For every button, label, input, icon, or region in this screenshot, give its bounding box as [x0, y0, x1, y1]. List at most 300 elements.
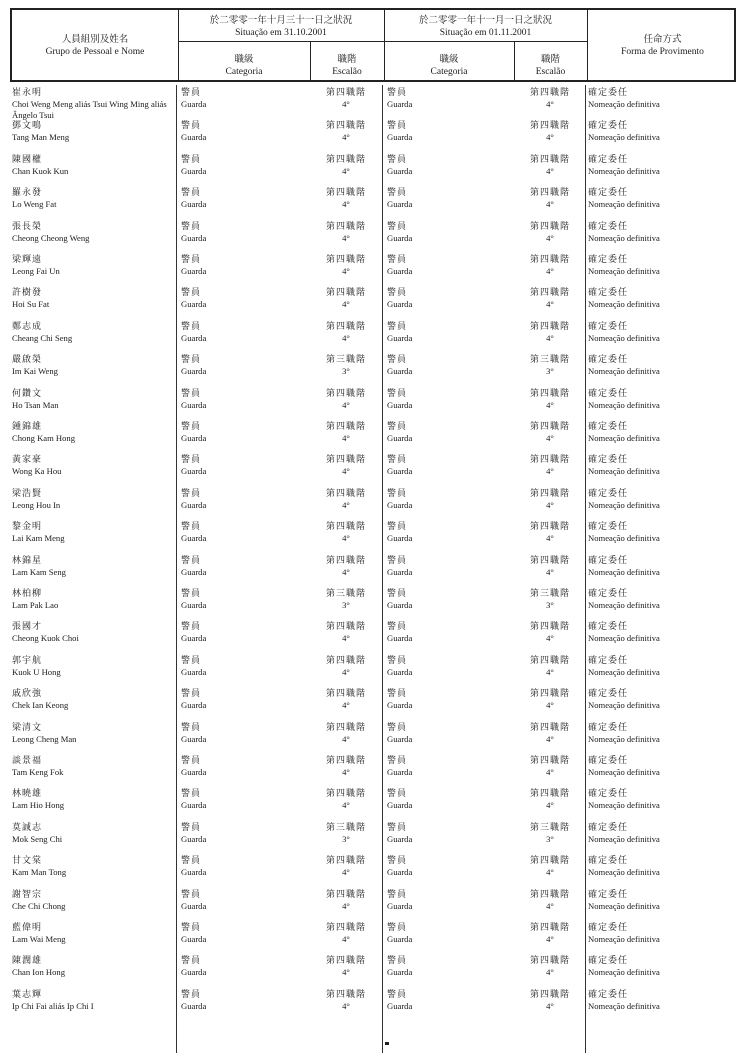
staff-name: [12, 956, 178, 978]
forma-pt: Nomeação definitiva: [588, 299, 660, 310]
name-zh: 鍾錦雄: [12, 422, 43, 432]
escalao-before: [310, 956, 382, 978]
table-row: [10, 188, 736, 221]
category-before: [181, 723, 301, 745]
category-pt: Guarda: [387, 733, 413, 744]
table-row: [10, 222, 736, 255]
escalao-value: 4°: [342, 433, 350, 443]
escalao-zh: 第四職階: [529, 188, 570, 199]
category-pt: Guarda: [387, 165, 413, 176]
forma-pt: Nomeação definitiva: [588, 566, 660, 577]
escalao-after: [515, 389, 585, 411]
category-before: [181, 956, 301, 978]
forma-provimento: [588, 455, 734, 477]
category-pt: Guarda: [181, 733, 207, 744]
escalao-value: 4°: [546, 633, 554, 644]
escalao-zh: 第四職階: [529, 221, 570, 232]
name-pt: Mok Seng Chi: [12, 833, 63, 844]
escalao-value: 4°: [546, 232, 554, 243]
table-row: [10, 556, 736, 589]
name-pt: Cheang Chi Seng: [12, 332, 73, 343]
forma-provimento: [588, 823, 734, 845]
category-before: [181, 288, 301, 310]
staff-name: [12, 522, 178, 544]
escalao-value: 3°: [546, 833, 554, 844]
category-after: [387, 823, 507, 845]
category-after: [387, 689, 507, 711]
escalao-zh: 第四職階: [529, 88, 570, 98]
category-before: [181, 389, 301, 411]
name-pt: Leong Cheng Man: [12, 733, 77, 744]
category-pt: Guarda: [387, 934, 413, 944]
escalao-value: 3°: [546, 600, 554, 610]
escalao-value: 4°: [342, 900, 350, 911]
escalao-zh: 第四職階: [325, 321, 366, 332]
escalao-before: [310, 389, 382, 411]
forma-zh: 確定委任: [588, 555, 629, 566]
staff-name: [12, 589, 178, 611]
category-zh: 警員: [387, 655, 408, 666]
escalao-after: [515, 956, 585, 978]
escalao-after: [515, 255, 585, 277]
forma-zh: 確定委任: [588, 856, 629, 867]
forma-pt: Nomeação definitiva: [588, 266, 660, 276]
escalao-zh: 第四職階: [325, 622, 366, 633]
name-zh: 鄧文鳴: [12, 121, 43, 132]
escalao-value: 4°: [546, 666, 554, 677]
forma-zh: 確定委任: [588, 154, 629, 165]
escalao-value: 4°: [342, 132, 350, 143]
escalao-zh: 第四職階: [325, 221, 366, 232]
name-zh: 莫誠志: [12, 822, 43, 833]
forma-zh: 確定委任: [588, 589, 629, 599]
forma-pt: Nomeação definitiva: [588, 499, 660, 510]
category-zh: 警員: [387, 589, 408, 599]
forma-pt: Nomeação definitiva: [588, 366, 660, 377]
escalao-zh: 第三職階: [325, 822, 366, 833]
name-zh: 黎金明: [12, 522, 43, 533]
escalao-before: [310, 622, 382, 644]
category-after: [387, 255, 507, 277]
escalao-zh: 第四職階: [325, 889, 366, 900]
category-before: [181, 422, 301, 444]
category-before: [181, 656, 301, 678]
escalao-zh: 第四職階: [529, 956, 570, 967]
escalao-zh: 第四職階: [325, 989, 366, 1000]
category-before: [181, 923, 301, 945]
name-zh: 梁輝遠: [12, 255, 43, 265]
escalao-zh: 第四職階: [529, 989, 570, 1000]
escalao-value: 4°: [546, 332, 554, 343]
forma-zh: 確定委任: [588, 522, 629, 533]
table-row: [10, 255, 736, 288]
header-after-zh: 於二零零一年十一月一日之狀況: [418, 15, 552, 26]
category-zh: 警員: [387, 722, 408, 733]
name-zh: 林錦星: [12, 555, 43, 566]
escalao-before: [310, 723, 382, 745]
header-cat-zh: 職級: [439, 54, 459, 65]
forma-zh: 確定委任: [588, 255, 629, 265]
category-before: [181, 589, 301, 611]
category-pt: Guarda: [181, 399, 207, 410]
category-after: [387, 355, 507, 377]
escalao-value: 4°: [546, 700, 554, 711]
escalao-after: [515, 990, 585, 1012]
category-pt: Guarda: [387, 499, 413, 510]
escalao-zh: 第四職階: [529, 722, 570, 733]
category-pt: Guarda: [181, 867, 207, 878]
name-zh: 張國才: [12, 622, 43, 633]
category-pt: Guarda: [181, 700, 207, 711]
escalao-after: [515, 322, 585, 344]
category-zh: 警員: [181, 789, 202, 800]
name-zh: 郭宇航: [12, 655, 43, 666]
staff-name: [12, 455, 178, 477]
category-zh: 警員: [387, 522, 408, 533]
escalao-zh: 第三職階: [529, 822, 570, 833]
name-pt: Lam Pak Lao: [12, 600, 59, 610]
staff-name: [12, 890, 178, 912]
category-zh: 警員: [181, 321, 202, 332]
category-pt: Guarda: [181, 132, 207, 143]
escalao-value: 4°: [342, 533, 350, 544]
page-footer-mark: [385, 1042, 389, 1045]
category-after: [387, 222, 507, 244]
name-pt: Choi Weng Meng aliás Tsui Wing Ming aliás Ângelo Tsui: [12, 99, 167, 120]
header-forma: [587, 34, 738, 58]
forma-pt: Nomeação definitiva: [588, 132, 660, 143]
staff-name: [12, 88, 178, 121]
category-zh: 警員: [387, 288, 408, 299]
forma-provimento: [588, 288, 734, 310]
escalao-value: 4°: [546, 800, 554, 811]
category-zh: 警員: [181, 121, 202, 132]
name-pt: Leong Fai Un: [12, 266, 60, 276]
escalao-before: [310, 255, 382, 277]
name-pt: Lam Wai Meng: [12, 934, 66, 944]
name-pt: Chan Ion Hong: [12, 967, 65, 978]
forma-provimento: [588, 389, 734, 411]
category-pt: Guarda: [387, 1000, 413, 1011]
escalao-after: [515, 622, 585, 644]
forma-provimento: [588, 856, 734, 878]
category-zh: 警員: [387, 989, 408, 1000]
category-zh: 警員: [387, 388, 408, 399]
staff-name: [12, 355, 178, 377]
escalao-zh: 第四職階: [529, 856, 570, 867]
name-zh: 羅永發: [12, 188, 43, 199]
staff-name: [12, 556, 178, 578]
staff-name: [12, 923, 178, 945]
escalao-value: 4°: [546, 132, 554, 143]
escalao-zh: 第四職階: [325, 288, 366, 299]
category-after: [387, 121, 507, 143]
category-zh: 警員: [387, 756, 408, 766]
forma-provimento: [588, 556, 734, 578]
forma-provimento: [588, 656, 734, 678]
staff-name: [12, 222, 178, 244]
escalao-before: [310, 222, 382, 244]
escalao-zh: 第四職階: [529, 756, 570, 766]
category-pt: Guarda: [181, 1000, 207, 1011]
category-pt: Guarda: [387, 833, 413, 844]
table-row: [10, 155, 736, 188]
category-after: [387, 890, 507, 912]
category-before: [181, 823, 301, 845]
category-pt: Guarda: [181, 199, 207, 210]
category-pt: Guarda: [181, 332, 207, 343]
forma-zh: 確定委任: [588, 422, 629, 432]
forma-pt: Nomeação definitiva: [588, 165, 660, 176]
escalao-zh: 第四職階: [529, 388, 570, 399]
escalao-after: [515, 355, 585, 377]
table-row: [10, 723, 736, 756]
name-pt: Chong Kam Hong: [12, 433, 76, 443]
escalao-before: [310, 155, 382, 177]
category-after: [387, 656, 507, 678]
category-before: [181, 689, 301, 711]
escalao-before: [310, 823, 382, 845]
escalao-value: 4°: [342, 566, 350, 577]
name-zh: 梁浩賢: [12, 488, 43, 499]
escalao-value: 4°: [546, 566, 554, 577]
name-pt: Leong Hou In: [12, 499, 61, 510]
escalao-after: [515, 589, 585, 611]
category-zh: 警員: [387, 88, 408, 98]
header-cat-zh: 職級: [234, 54, 254, 65]
escalao-zh: 第四職階: [325, 555, 366, 566]
escalao-value: 4°: [342, 867, 350, 878]
category-pt: Guarda: [181, 666, 207, 677]
category-pt: Guarda: [387, 99, 413, 109]
escalao-zh: 第四職階: [325, 422, 366, 432]
category-after: [387, 789, 507, 811]
escalao-value: 3°: [342, 366, 350, 377]
escalao-zh: 第四職階: [529, 154, 570, 165]
escalao-zh: 第四職階: [529, 255, 570, 265]
staff-name: [12, 723, 178, 745]
forma-zh: 確定委任: [588, 355, 629, 366]
name-pt: Lam Hio Hong: [12, 800, 65, 811]
escalao-zh: 第四職階: [325, 689, 366, 700]
name-pt: Wong Ka Hou: [12, 466, 62, 477]
category-after: [387, 489, 507, 511]
table-body: [10, 85, 736, 1053]
forma-pt: Nomeação definitiva: [588, 700, 660, 711]
forma-zh: 確定委任: [588, 388, 629, 399]
escalao-before: [310, 121, 382, 143]
table-row: [10, 990, 736, 1023]
forma-zh: 確定委任: [588, 889, 629, 900]
escalao-zh: 第四職階: [529, 288, 570, 299]
staff-name: [12, 188, 178, 210]
category-pt: Guarda: [387, 900, 413, 911]
escalao-zh: 第四職階: [325, 655, 366, 666]
name-pt: Lai Kam Meng: [12, 533, 65, 544]
category-pt: Guarda: [181, 934, 207, 944]
forma-zh: 確定委任: [588, 622, 629, 633]
escalao-zh: 第四職階: [325, 756, 366, 766]
escalao-zh: 第四職階: [529, 422, 570, 432]
category-zh: 警員: [181, 422, 202, 432]
escalao-value: 4°: [546, 399, 554, 410]
escalao-before: [310, 355, 382, 377]
escalao-after: [515, 756, 585, 778]
forma-pt: Nomeação definitiva: [588, 833, 660, 844]
escalao-zh: 第四職階: [325, 956, 366, 967]
forma-provimento: [588, 489, 734, 511]
category-pt: Guarda: [387, 366, 413, 377]
escalao-before: [310, 656, 382, 678]
header-cat-before: [178, 54, 310, 78]
name-pt: Ho Tsan Man: [12, 399, 59, 410]
escalao-zh: 第四職階: [529, 689, 570, 700]
category-pt: Guarda: [387, 767, 413, 777]
escalao-zh: 第四職階: [529, 889, 570, 900]
category-pt: Guarda: [181, 232, 207, 243]
category-zh: 警員: [181, 589, 202, 599]
staff-name: [12, 756, 178, 778]
staff-name: [12, 856, 178, 878]
escalao-after: [515, 823, 585, 845]
escalao-before: [310, 188, 382, 210]
category-before: [181, 222, 301, 244]
escalao-zh: 第四職階: [325, 188, 366, 199]
table-row: [10, 789, 736, 822]
category-zh: 警員: [181, 889, 202, 900]
forma-pt: Nomeação definitiva: [588, 533, 660, 544]
header-group-pt: Grupo de Pessoal e Nome: [45, 47, 145, 57]
category-zh: 警員: [387, 622, 408, 633]
header-esc-zh: 職階: [540, 54, 560, 65]
escalao-value: 4°: [342, 934, 350, 944]
escalao-before: [310, 522, 382, 544]
forma-provimento: [588, 255, 734, 277]
escalao-zh: 第三職階: [325, 355, 366, 366]
name-zh: 張長榮: [12, 221, 43, 232]
category-pt: Guarda: [181, 533, 207, 544]
table-row: [10, 88, 736, 121]
category-before: [181, 322, 301, 344]
escalao-value: 4°: [342, 266, 350, 276]
forma-provimento: [588, 188, 734, 210]
category-after: [387, 188, 507, 210]
forma-zh: 確定委任: [588, 822, 629, 833]
category-after: [387, 923, 507, 945]
escalao-zh: 第四職階: [325, 455, 366, 466]
escalao-before: [310, 923, 382, 945]
name-zh: 嚴啟榮: [12, 355, 43, 366]
escalao-before: [310, 455, 382, 477]
name-pt: Lo Weng Fat: [12, 199, 57, 210]
header-forma-zh: 任命方式: [643, 34, 682, 45]
escalao-zh: 第四職階: [325, 88, 366, 98]
name-zh: 陳國權: [12, 154, 43, 165]
category-pt: Guarda: [181, 366, 207, 377]
forma-zh: 確定委任: [588, 455, 629, 466]
escalao-value: 4°: [546, 1000, 554, 1011]
forma-pt: Nomeação definitiva: [588, 733, 660, 744]
escalao-after: [515, 789, 585, 811]
escalao-before: [310, 890, 382, 912]
name-pt: Kuok U Hong: [12, 666, 61, 677]
category-after: [387, 956, 507, 978]
escalao-after: [515, 188, 585, 210]
escalao-before: [310, 422, 382, 444]
name-zh: 葉志輝: [12, 989, 43, 1000]
name-pt: Kam Man Tong: [12, 867, 67, 878]
category-before: [181, 522, 301, 544]
category-zh: 警員: [181, 488, 202, 499]
name-zh: 陳潤雄: [12, 956, 43, 967]
escalao-value: 4°: [342, 399, 350, 410]
escalao-after: [515, 288, 585, 310]
category-pt: Guarda: [181, 833, 207, 844]
category-zh: 警員: [387, 455, 408, 466]
escalao-after: [515, 689, 585, 711]
category-before: [181, 622, 301, 644]
category-before: [181, 455, 301, 477]
escalao-zh: 第四職階: [529, 789, 570, 800]
header-esc-pt: Escalão: [332, 67, 362, 77]
escalao-zh: 第三職階: [529, 355, 570, 366]
staff-name: [12, 789, 178, 811]
category-pt: Guarda: [181, 299, 207, 310]
category-after: [387, 589, 507, 611]
escalao-zh: 第四職階: [325, 856, 366, 867]
escalao-value: 4°: [546, 867, 554, 878]
name-pt: Tam Keng Fok: [12, 767, 64, 777]
category-pt: Guarda: [387, 533, 413, 544]
forma-zh: 確定委任: [588, 789, 629, 800]
escalao-value: 4°: [546, 733, 554, 744]
name-zh: 藍偉明: [12, 923, 43, 933]
escalao-value: 3°: [342, 833, 350, 844]
category-pt: Guarda: [181, 967, 207, 978]
forma-pt: Nomeação definitiva: [588, 466, 660, 477]
forma-pt: Nomeação definitiva: [588, 99, 660, 109]
staff-name: [12, 255, 178, 277]
staff-name: [12, 121, 178, 143]
category-before: [181, 188, 301, 210]
escalao-value: 4°: [342, 1000, 350, 1011]
category-pt: Guarda: [387, 466, 413, 477]
forma-zh: 確定委任: [588, 722, 629, 733]
forma-provimento: [588, 689, 734, 711]
category-zh: 警員: [387, 154, 408, 165]
forma-provimento: [588, 956, 734, 978]
name-pt: Hoi Su Fat: [12, 299, 50, 310]
category-pt: Guarda: [387, 666, 413, 677]
category-after: [387, 322, 507, 344]
category-after: [387, 556, 507, 578]
escalao-zh: 第四職階: [325, 923, 366, 933]
category-before: [181, 121, 301, 143]
category-zh: 警員: [387, 188, 408, 199]
category-after: [387, 856, 507, 878]
forma-zh: 確定委任: [588, 88, 629, 98]
category-zh: 警員: [181, 388, 202, 399]
category-zh: 警員: [181, 856, 202, 867]
table-header: [10, 8, 736, 82]
table-row: [10, 322, 736, 355]
category-zh: 警員: [181, 756, 202, 766]
escalao-after: [515, 890, 585, 912]
category-after: [387, 455, 507, 477]
escalao-value: 4°: [342, 232, 350, 243]
forma-provimento: [588, 589, 734, 611]
escalao-zh: 第四職階: [325, 522, 366, 533]
